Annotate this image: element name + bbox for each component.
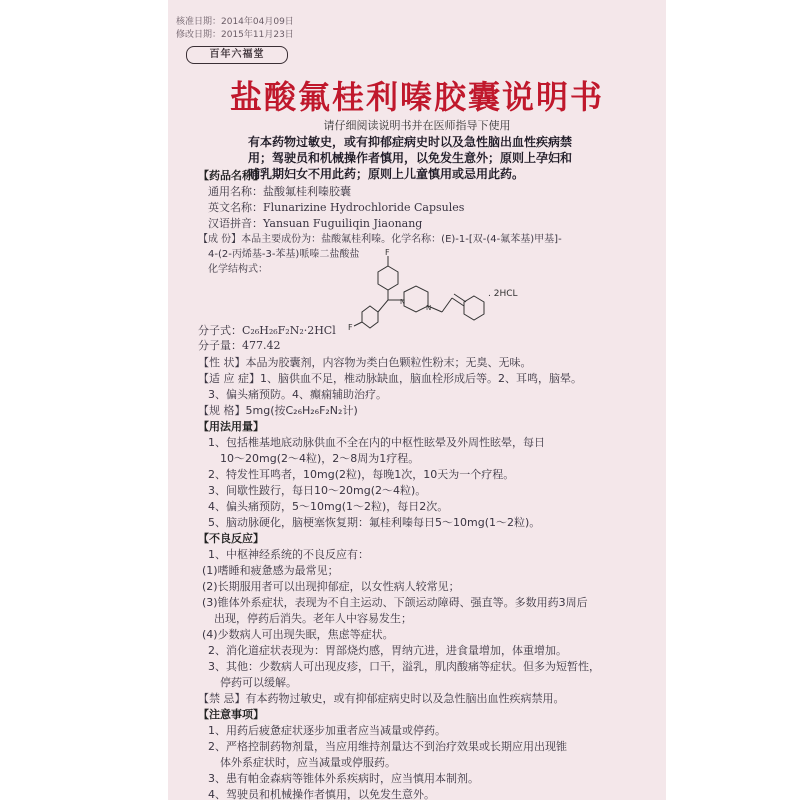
adverse-item: (3)锥体外系症状，表现为不自主运动、下颌运动障碍、强直等。多数用药3周后 [202, 596, 588, 609]
english-name: 英文名称：Flunarizine Hydrochloride Capsules [208, 201, 465, 214]
precaution-item: 2、严格控制药物剂量，当应用维持剂量达不到治疗效果或长期应用出现锥 [208, 740, 567, 753]
fluorine-top-label: F [385, 248, 390, 257]
composition-line-1: 【成 份】本品主要成份为：盐酸氟桂利嗪。化学名称：(E)-1-[双-(4-氟苯基)甲基]- [198, 234, 562, 245]
indications-line-2: 3、偏头痛预防。4、癫痫辅助治疗。 [208, 388, 387, 401]
leaflet-sheet [168, 0, 666, 800]
precaution-item: 体外系症状时，应当减量或停服药。 [220, 756, 396, 769]
usage-item: 2、特发性耳鸣者，10mg(2粒)，每晚1次，10天为一个疗程。 [208, 468, 515, 481]
piperazine-ring [404, 286, 428, 312]
upper-fluorophenyl-ring [378, 266, 398, 290]
usage-item: 4、偏头痛预防，5～10mg(1～2粒)，每日2次。 [208, 500, 449, 513]
approval-date: 核准日期：2014年04月09日 [176, 17, 294, 27]
specification: 【规 格】5mg(按C₂₆H₂₆F₂N₂计) [198, 404, 358, 417]
section-usage: 【用法用量】 [198, 420, 264, 433]
precaution-item: 4、驾驶员和机械操作者慎用，以免发生意外。 [208, 788, 435, 800]
warning-line-3: 哺乳期妇女不用此药；原则上儿童慎用或忌用此药。 [248, 167, 525, 181]
adverse-item: (1)嗜睡和疲惫感为最常见； [202, 564, 339, 577]
fluorine-bottom-label: F [348, 323, 353, 332]
adverse-item: 出现，停药后消失。老年人中容易发生； [214, 612, 412, 625]
section-drug-name: 【药品名称】 [198, 169, 264, 182]
molecular-weight: 分子量：477.42 [198, 339, 281, 352]
section-adverse-reactions: 【不良反应】 [198, 532, 264, 545]
chemical-structure-diagram [348, 248, 548, 338]
read-instruction: 请仔细阅读说明书并在医师指导下使用 [323, 119, 511, 132]
indications-line-1: 【适 应 症】1、脑供血不足，椎动脉缺血，脑血栓形成后等。2、耳鸣，脑晕。 [198, 372, 582, 385]
warning-line-1: 有本药物过敏史，或有抑郁症病史时以及急性脑出血性疾病禁 [248, 135, 573, 149]
document-title: 盐酸氟桂利嗪胶囊说明书 [229, 78, 604, 116]
adverse-item: (2)长期服用者可以出现抑郁症，以女性病人较常见； [202, 580, 460, 593]
lower-fluorophenyl-ring [362, 306, 378, 328]
usage-item: 10～20mg(2～4粒)，2～8周为1疗程。 [220, 452, 420, 465]
composition-line-2: 4-(2-丙烯基-3-苯基)哌嗪二盐酸盐 [208, 249, 360, 260]
nitrogen-1-label: N [400, 298, 406, 306]
usage-item: 5、脑动脉硬化，脑梗塞恢复期：氟桂利嗪每日5～10mg(1～2粒)。 [208, 516, 541, 529]
nitrogen-4-label: N [426, 304, 432, 312]
adverse-item: 3、其他：少数病人可出现皮疹，口干，溢乳，肌肉酸痛等症状。但多为短暂性， [208, 660, 600, 673]
adverse-item: (4)少数病人可出现失眠，焦虑等症状。 [202, 628, 394, 641]
brand-logo: 百年六福堂 [186, 46, 288, 64]
adverse-item: 停药可以缓解。 [220, 676, 297, 689]
warning-line-2: 用；驾驶员和机械操作者慎用，以免发生意外；原则上孕妇和 [248, 151, 573, 165]
hcl-salt-label: . 2HCL [488, 289, 518, 299]
properties: 【性 状】本品为胶囊剂，内容物为类白色颗粒性粉末；无臭、无味。 [198, 356, 532, 369]
pinyin-name: 汉语拼音：Yansuan Fuguiliqin Jiaonang [208, 217, 423, 230]
section-precautions: 【注意事项】 [198, 708, 264, 721]
composition-line-3: 化学结构式： [208, 264, 268, 275]
revision-date: 修改日期：2015年11月23日 [176, 30, 294, 40]
molecular-formula: 分子式：C₂₆H₂₆F₂N₂·2HCl [198, 324, 336, 337]
contraindications: 【禁 忌】有本药物过敏史，或有抑郁症病史时以及急性脑出血性疾病禁用。 [198, 692, 565, 705]
precaution-item: 3、患有帕金森病等锥体外系疾病时，应当慎用本制剂。 [208, 772, 479, 785]
generic-name: 通用名称：盐酸氟桂利嗪胶囊 [208, 185, 351, 198]
usage-item: 3、间歇性跛行，每日10～20mg(2～4粒)。 [208, 484, 427, 497]
phenyl-ring [464, 296, 484, 320]
precaution-item: 1、用药后疲惫症状逐步加重者应当减量或停药。 [208, 724, 446, 737]
adverse-item: 1、中枢神经系统的不良反应有： [208, 548, 369, 561]
adverse-item: 2、消化道症状表现为：胃部烧灼感，胃纳亢进，进食量增加，体重增加。 [208, 644, 567, 657]
usage-item: 1、包括椎基地底动脉供血不全在内的中枢性眩晕及外周性眩晕，每日 [208, 436, 545, 449]
